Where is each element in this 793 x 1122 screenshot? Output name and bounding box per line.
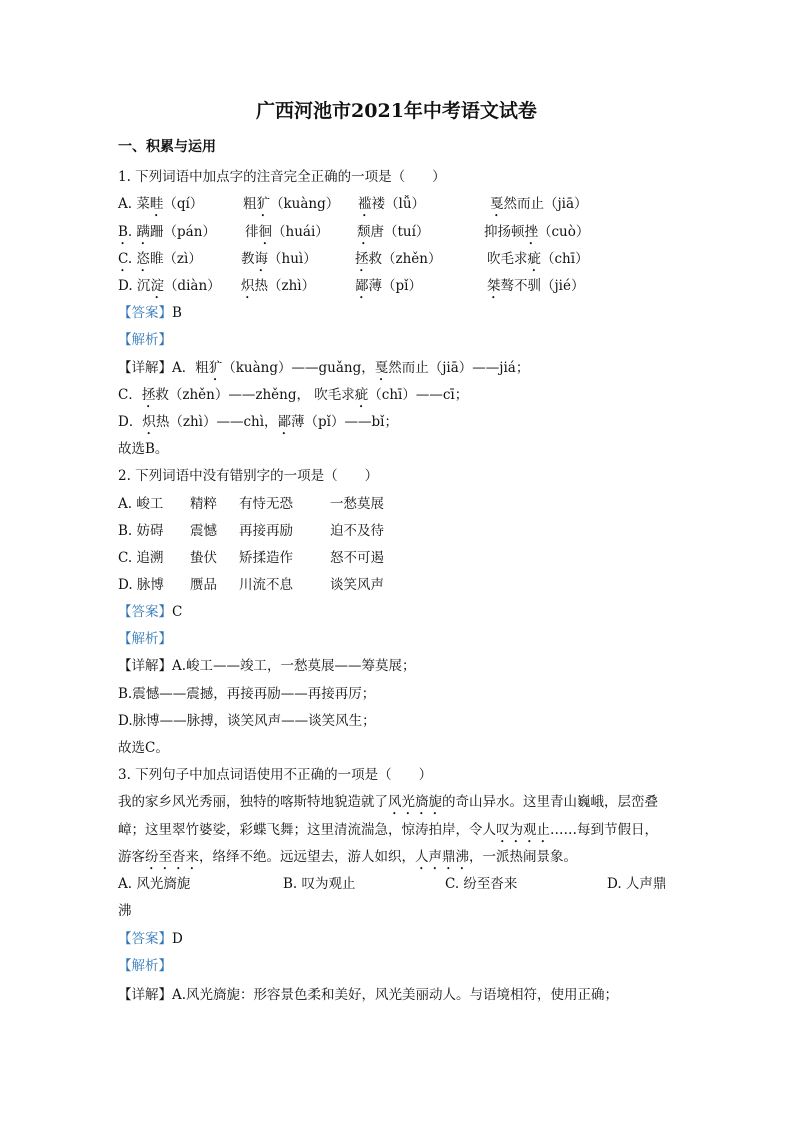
text: 蛰伏 (190, 550, 217, 566)
text: ……每到节假日， (550, 822, 658, 838)
text-line (118, 303, 182, 323)
option-row (0, 494, 793, 514)
text-line (118, 847, 577, 867)
emphasized-text: 挫 (524, 224, 538, 240)
option-cell (487, 249, 589, 275)
text-line (118, 656, 416, 676)
option-cell (355, 276, 422, 302)
emphasized-text: 疵 (527, 251, 541, 267)
document-title: 广西河池市2021年中考语文试卷 (256, 100, 537, 122)
text: （chī）——cī； (368, 387, 469, 403)
emphasized-text: 叹为观止 (496, 822, 550, 838)
text: 唐（tuí） (370, 224, 430, 240)
text: 薄（pǐ）——bǐ； (291, 414, 398, 430)
emphasized-text: 戛 (490, 196, 504, 212)
option-cell (283, 874, 356, 894)
text: 嶂；这里翠竹婆娑，彩蝶飞舞；这里清流湍急，惊涛拍岸，令人 (118, 822, 496, 838)
text: 跚（pán） (150, 224, 216, 240)
text: D. 脉博 (118, 577, 164, 593)
emphasized-text: 疵 (354, 387, 369, 403)
text: 故选C。 (118, 740, 169, 756)
text: 徘 (245, 224, 259, 240)
text: 有恃无恐 (239, 496, 293, 512)
text: 然而止（jiā） (503, 196, 588, 212)
text: A. 风光旖旎 (118, 876, 191, 892)
text: 赝品 (190, 577, 217, 593)
text: 睢（zì） (149, 251, 202, 267)
emphasized-text: 鄙 (355, 278, 369, 294)
text: 【详解】A.峻工——竣工，一愁莫展——筹莫展； (118, 658, 416, 674)
text: （huì） (268, 251, 317, 267)
text: C. 追溯 (118, 550, 164, 566)
emphasized-text: 褴 (358, 196, 372, 212)
text: C． (118, 387, 142, 403)
text: 2. 下列词语中没有错别字的一项是（ ） (118, 468, 379, 484)
text: B. 妨碍 (118, 523, 164, 539)
option-cell (357, 222, 429, 248)
emphasized-text: 畦 (149, 196, 164, 212)
text: （cuò） (538, 224, 590, 240)
text: B. 叹为观止 (283, 876, 356, 892)
text: 抑扬顿 (484, 224, 525, 240)
text: （chī） (541, 251, 589, 267)
label-tag: 【答案】 (118, 931, 172, 947)
option-cell (330, 575, 384, 595)
option-cell (358, 194, 425, 220)
text: 3. 下列句子中加点词语使用不正确的一项是（ ） (118, 767, 433, 783)
text-line (118, 792, 658, 812)
text: 教 (241, 251, 255, 267)
text: ，络绎不绝。远远望去，游人如织， (199, 849, 415, 865)
text: B.震憾——震撼，再接再励——再接再厉； (118, 686, 376, 702)
text: 再接再励 (239, 523, 293, 539)
text-line (118, 765, 432, 785)
option-cell (243, 194, 339, 220)
option-cell (330, 548, 384, 568)
text: 震憾 (190, 523, 217, 539)
option-row (0, 194, 793, 214)
option-cell (118, 194, 203, 220)
text: 然而止（jiā）——jiá； (388, 360, 530, 376)
label-tag: 【解析】 (118, 631, 172, 647)
emphasized-text: 戛 (374, 360, 389, 376)
text: 怒不可遏 (330, 550, 384, 566)
option-cell (118, 575, 164, 595)
section-heading: 一、积累与运用 (118, 139, 216, 155)
option-cell (239, 521, 293, 541)
text: 救（zhěn） (368, 251, 442, 267)
text: 故选B。 (118, 441, 169, 457)
option-cell (118, 276, 221, 302)
option-row (0, 575, 793, 595)
emphasized-text: B. 蹒 (118, 224, 151, 240)
text: 骜不驯（jié） (500, 278, 585, 294)
text-line (118, 358, 529, 378)
text: 一愁莫展 (330, 496, 384, 512)
text-line (118, 684, 375, 704)
option-cell (190, 521, 217, 541)
option-cell (330, 521, 384, 541)
emphasized-text: 诲 (254, 251, 268, 267)
label-tag: 【答案】 (118, 305, 172, 321)
text: D (172, 931, 183, 947)
text: D. 人声鼎 (607, 876, 667, 892)
text: 矫揉造作 (239, 550, 293, 566)
text: 热（zhì）——chì， (155, 414, 278, 430)
option-cell (118, 874, 190, 894)
emphasized-text: 炽 (142, 414, 156, 430)
text: 热（zhì） (254, 278, 316, 294)
option-cell (355, 249, 442, 275)
text: 川流不息 (239, 577, 293, 593)
option-row (0, 222, 793, 242)
option-row (0, 548, 793, 568)
text: D.脉博——脉搏，谈笑风声——谈笑风生； (118, 713, 376, 729)
option-cell (445, 874, 517, 894)
text: C. 纷至沓来 (445, 876, 518, 892)
text: 薄（pǐ） (368, 278, 422, 294)
emphasized-text: 拯 (141, 387, 156, 403)
text: 我的家乡风光秀丽，独特的喀斯特地貌造就了 (118, 794, 388, 810)
text: 吹毛求 (487, 251, 528, 267)
option-cell (239, 575, 293, 595)
option-cell (190, 494, 217, 514)
text-line (118, 956, 172, 976)
label-tag: 【答案】 (118, 604, 172, 620)
text-line (118, 738, 169, 758)
text-line (118, 330, 172, 350)
emphasized-text: 颓 (357, 224, 371, 240)
text-line (118, 466, 378, 486)
text-line (118, 167, 446, 187)
option-cell (190, 548, 217, 568)
text-line (118, 385, 468, 405)
label-tag: 【解析】 (118, 332, 172, 348)
text: 1. 下列词语中加点字的注音完全正确的一项是（ ） (118, 169, 446, 185)
text: 【详解】A.风光旖旎：形容景色柔和美好，风光美丽动人。与语境相符，使用正确； (118, 987, 619, 1003)
option-row (0, 276, 793, 296)
text: 沸 (118, 903, 132, 919)
text-line (118, 929, 183, 949)
text: （huái） (272, 224, 329, 240)
text: 【详解】A．粗 (118, 360, 209, 376)
text-line (118, 412, 398, 432)
option-cell (241, 276, 315, 302)
option-cell (239, 548, 293, 568)
option-cell (484, 222, 589, 248)
text-line (118, 711, 376, 731)
emphasized-text: 犷 (208, 360, 223, 376)
option-cell (118, 222, 216, 248)
text: 粗 (243, 196, 257, 212)
label-tag: 【解析】 (118, 958, 172, 974)
option-cell (607, 874, 666, 894)
emphasized-text: 犷 (256, 196, 270, 212)
text: A. 菜 (118, 196, 150, 212)
option-cell (190, 575, 217, 595)
text-line (118, 985, 618, 1005)
emphasized-text: C. 恣 (118, 251, 150, 267)
text: （kuàng） (270, 196, 340, 212)
emphasized-text: 桀 (487, 278, 501, 294)
text: 游客 (118, 849, 145, 865)
text: C (172, 604, 183, 620)
option-cell (118, 548, 163, 568)
text: （kuàng）——guǎng， (222, 360, 375, 376)
emphasized-text: 徊 (258, 224, 272, 240)
option-cell (239, 494, 293, 514)
emphasized-text: 人声鼎沸 (415, 849, 469, 865)
text: 谈笑风声 (330, 577, 384, 593)
option-cell (487, 276, 585, 302)
text: ，一派热闹景象。 (469, 849, 577, 865)
text: （diàn） (163, 278, 221, 294)
text-line (118, 439, 168, 459)
emphasized-text: 炽 (241, 278, 255, 294)
text: 救（zhěn）——zhěng， 吹毛求 (155, 387, 355, 403)
option-cell (118, 521, 164, 541)
text: 的奇山异水。这里青山巍峨，层峦叠 (442, 794, 658, 810)
text-line (118, 901, 132, 921)
text: A. 峻工 (118, 496, 164, 512)
option-cell (118, 494, 163, 514)
option-row (0, 874, 793, 894)
text-line (118, 820, 658, 840)
text: D. 沉 (118, 278, 151, 294)
text: 褛（lǚ） (371, 196, 426, 212)
text: B (172, 305, 182, 321)
option-cell (118, 249, 202, 275)
option-cell (330, 494, 384, 514)
emphasized-text: 淀 (150, 278, 164, 294)
text: （qí） (163, 196, 204, 212)
emphasized-text: 风光旖旎 (388, 794, 442, 810)
emphasized-text: 拯 (355, 251, 369, 267)
option-row (0, 249, 793, 269)
option-cell (490, 194, 588, 220)
emphasized-text: 纷至沓来 (145, 849, 199, 865)
text: D． (118, 414, 143, 430)
option-cell (241, 249, 317, 275)
emphasized-text: 鄙 (277, 414, 292, 430)
text: 精粹 (190, 496, 217, 512)
text-line (118, 629, 172, 649)
text: 迫不及待 (330, 523, 384, 539)
option-cell (245, 222, 329, 248)
option-row (0, 521, 793, 541)
text-line (118, 602, 182, 622)
